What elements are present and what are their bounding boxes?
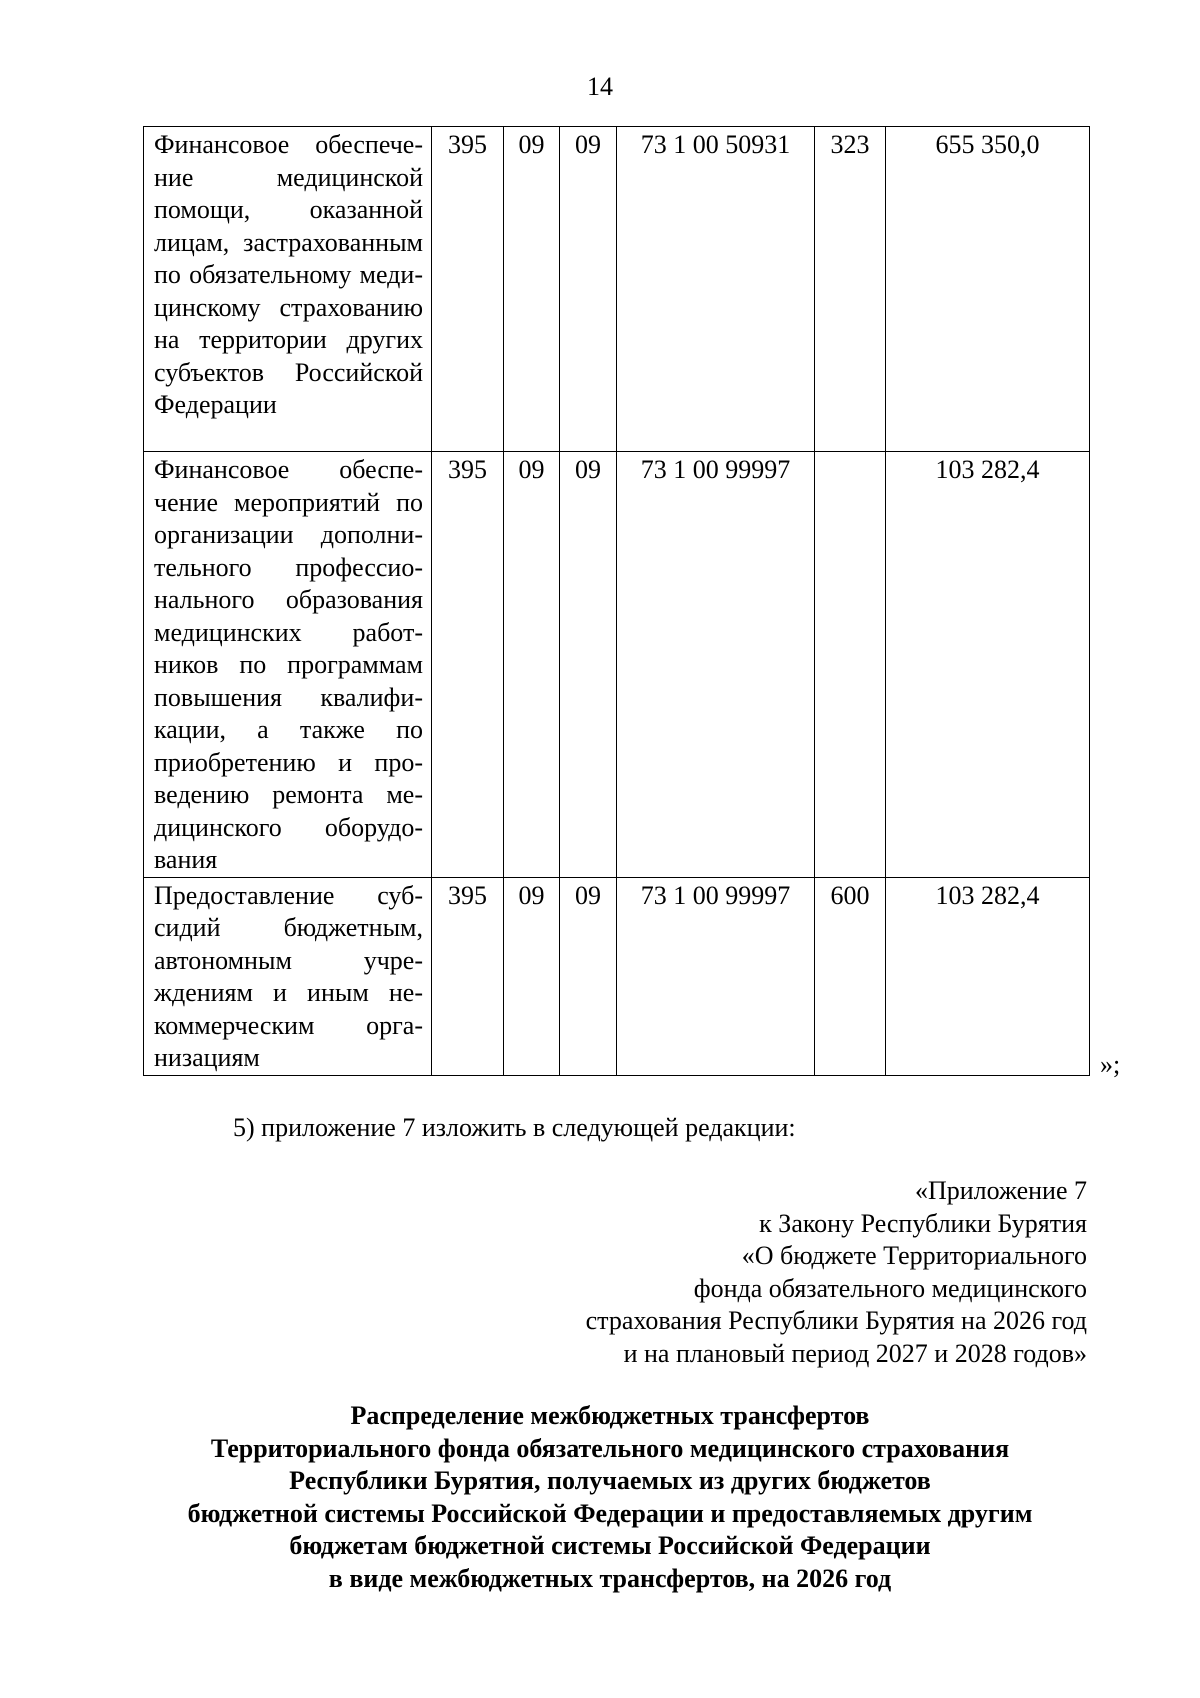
rz-code-cell: 09 bbox=[504, 877, 560, 1075]
appendix-header-line: фонда обязательного медицинского bbox=[693, 1273, 1087, 1303]
appendix-header-line: страхования Республики Бурятия на 2026 год bbox=[585, 1306, 1087, 1335]
sum-cell: 103 282,4 bbox=[886, 877, 1090, 1075]
appendix-header-line: и на плановый период 2027 и 2028 годов» bbox=[623, 1338, 1087, 1368]
row-name-cell: Предоставление субсидий бюджетным, автономным учреждениям и иным некоммерческим организациям bbox=[144, 877, 432, 1075]
appendix-header-line: к Закону Республики Бурятия bbox=[759, 1208, 1087, 1238]
sum-cell: 103 282,4 bbox=[886, 452, 1090, 878]
csr-code-cell: 73 1 00 99997 bbox=[617, 877, 815, 1075]
page-number: 14 bbox=[587, 72, 613, 101]
vr-code-cell bbox=[815, 452, 886, 878]
amendment-paragraph: 5) приложение 7 изложить в следующей редакции: bbox=[233, 1113, 796, 1142]
appendix-header-line: «Приложение 7 bbox=[914, 1176, 1087, 1205]
pr-code-cell: 09 bbox=[560, 877, 617, 1075]
row-name-cell: Финансовое обеспечение медицинской помощи, оказанной лицам, застрахованным по обязательному медицинскому страхованию на территории других субъектов Российской Федерации bbox=[144, 127, 432, 452]
rz-code-cell: 09 bbox=[504, 127, 560, 452]
appendix-header-line: «О бюджете Территориального bbox=[741, 1241, 1087, 1270]
csr-code-cell: 73 1 00 99997 bbox=[617, 452, 815, 878]
appendix-header bbox=[460, 1175, 1087, 1370]
title-line: Республики Бурятия, получаемых из других бюджетов bbox=[289, 1466, 931, 1495]
vr-code-cell: 600 bbox=[815, 877, 886, 1075]
table-row bbox=[144, 877, 1090, 1075]
rz-code-cell: 09 bbox=[504, 452, 560, 878]
gr-code-cell: 395 bbox=[432, 877, 504, 1075]
table-row bbox=[144, 452, 1090, 878]
row-name-cell: Финансовое обеспечение мероприятий по организации дополнительного профессионального образования медицинских работников по программам повышения квалификации, а также по приобретению и проведению ремонта медицинского оборудования bbox=[144, 452, 432, 878]
sum-cell: 655 350,0 bbox=[886, 127, 1090, 452]
table-row bbox=[144, 127, 1090, 452]
pr-code-cell: 09 bbox=[560, 127, 617, 452]
csr-code-cell: 73 1 00 50931 bbox=[617, 127, 815, 452]
title-line: Распределение межбюджетных трансфертов bbox=[350, 1401, 870, 1430]
gr-code-cell: 395 bbox=[432, 127, 504, 452]
document-title bbox=[80, 1400, 1140, 1595]
budget-table bbox=[143, 126, 1090, 1076]
title-line: бюджетной системы Российской Федерации и предоставляемых другим bbox=[187, 1498, 1033, 1528]
vr-code-cell: 323 bbox=[815, 127, 886, 452]
closing-quote: »; bbox=[1100, 1050, 1121, 1079]
gr-code-cell: 395 bbox=[432, 452, 504, 878]
title-line: в виде межбюджетных трансфертов, на 2026 год bbox=[328, 1563, 892, 1593]
title-line: Территориального фонда обязательного медицинского страхования bbox=[210, 1433, 1010, 1463]
pr-code-cell: 09 bbox=[560, 452, 617, 878]
title-line: бюджетам бюджетной системы Российской Федерации bbox=[289, 1531, 931, 1560]
